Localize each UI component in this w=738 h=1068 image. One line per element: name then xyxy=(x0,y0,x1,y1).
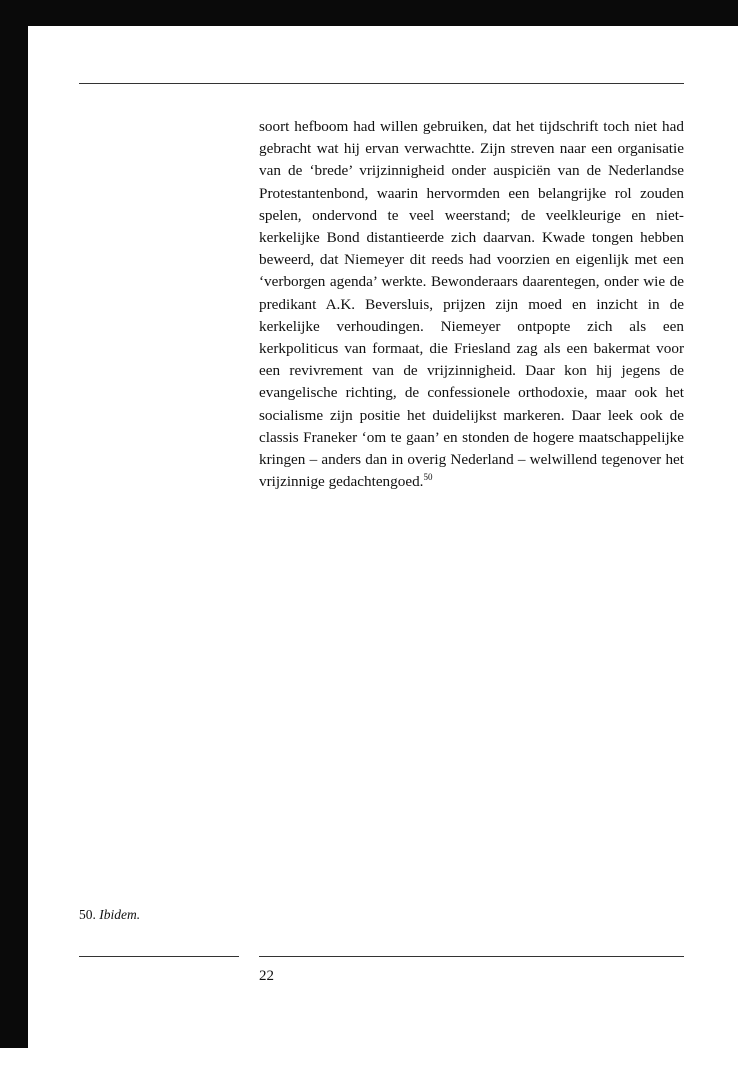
page-number: 22 xyxy=(259,968,274,984)
footer-rule-right xyxy=(259,956,684,957)
header-rule xyxy=(79,83,684,84)
paragraph xyxy=(259,116,684,493)
footnote-number: 50. xyxy=(79,907,96,922)
paragraph-text: soort hefboom had willen gebruiken, dat het tijdschrift toch niet had gebracht wat hij ervan verwachtte. Zijn streven naar een organisatie van de ‘brede’ vrijzinnigheid onder auspiciën van de Nederlandse Protestantenbond, waarin hervormden een belangrijke rol zouden spelen, ondervond te veel weerstand; de veelkleurige en niet-kerkelijke Bond distantieerde zich daarvan. Kwade tongen hebben beweerd, dat Niemeyer dit reeds had voorzien en eigenlijk met een ‘verborgen agenda’ werkte. Bewonderaars daarentegen, onder wie de predikant A.K. Beversluis, prijzen zijn moed en inzicht in de kerkelijke verhoudingen. Niemeyer ontpopte zich als een kerkpoliticus van formaat, die Friesland zag als een bakermat voor een revivrement van de vrijzinnigheid. Daar kon hij jegens de evangelische richting, de confessionele orthodoxie, maar ook het socialisme zijn positie het duidelijkst markeren. Daar leek ook de classis Franeker ‘om te gaan’ en stonden de hogere maatschappelijke kringen – anders dan in overig Nederland – welwillend tegenover het vrijzinnige gedachtengoed. xyxy=(259,118,684,491)
footer-rule-left xyxy=(79,956,239,957)
body-text xyxy=(259,116,684,493)
footnote-text: Ibidem. xyxy=(99,907,141,922)
scan-border-top xyxy=(0,0,738,26)
footnote xyxy=(79,906,140,924)
scan-border-left xyxy=(0,0,28,1048)
footnote-reference[interactable]: 50 xyxy=(423,472,433,483)
